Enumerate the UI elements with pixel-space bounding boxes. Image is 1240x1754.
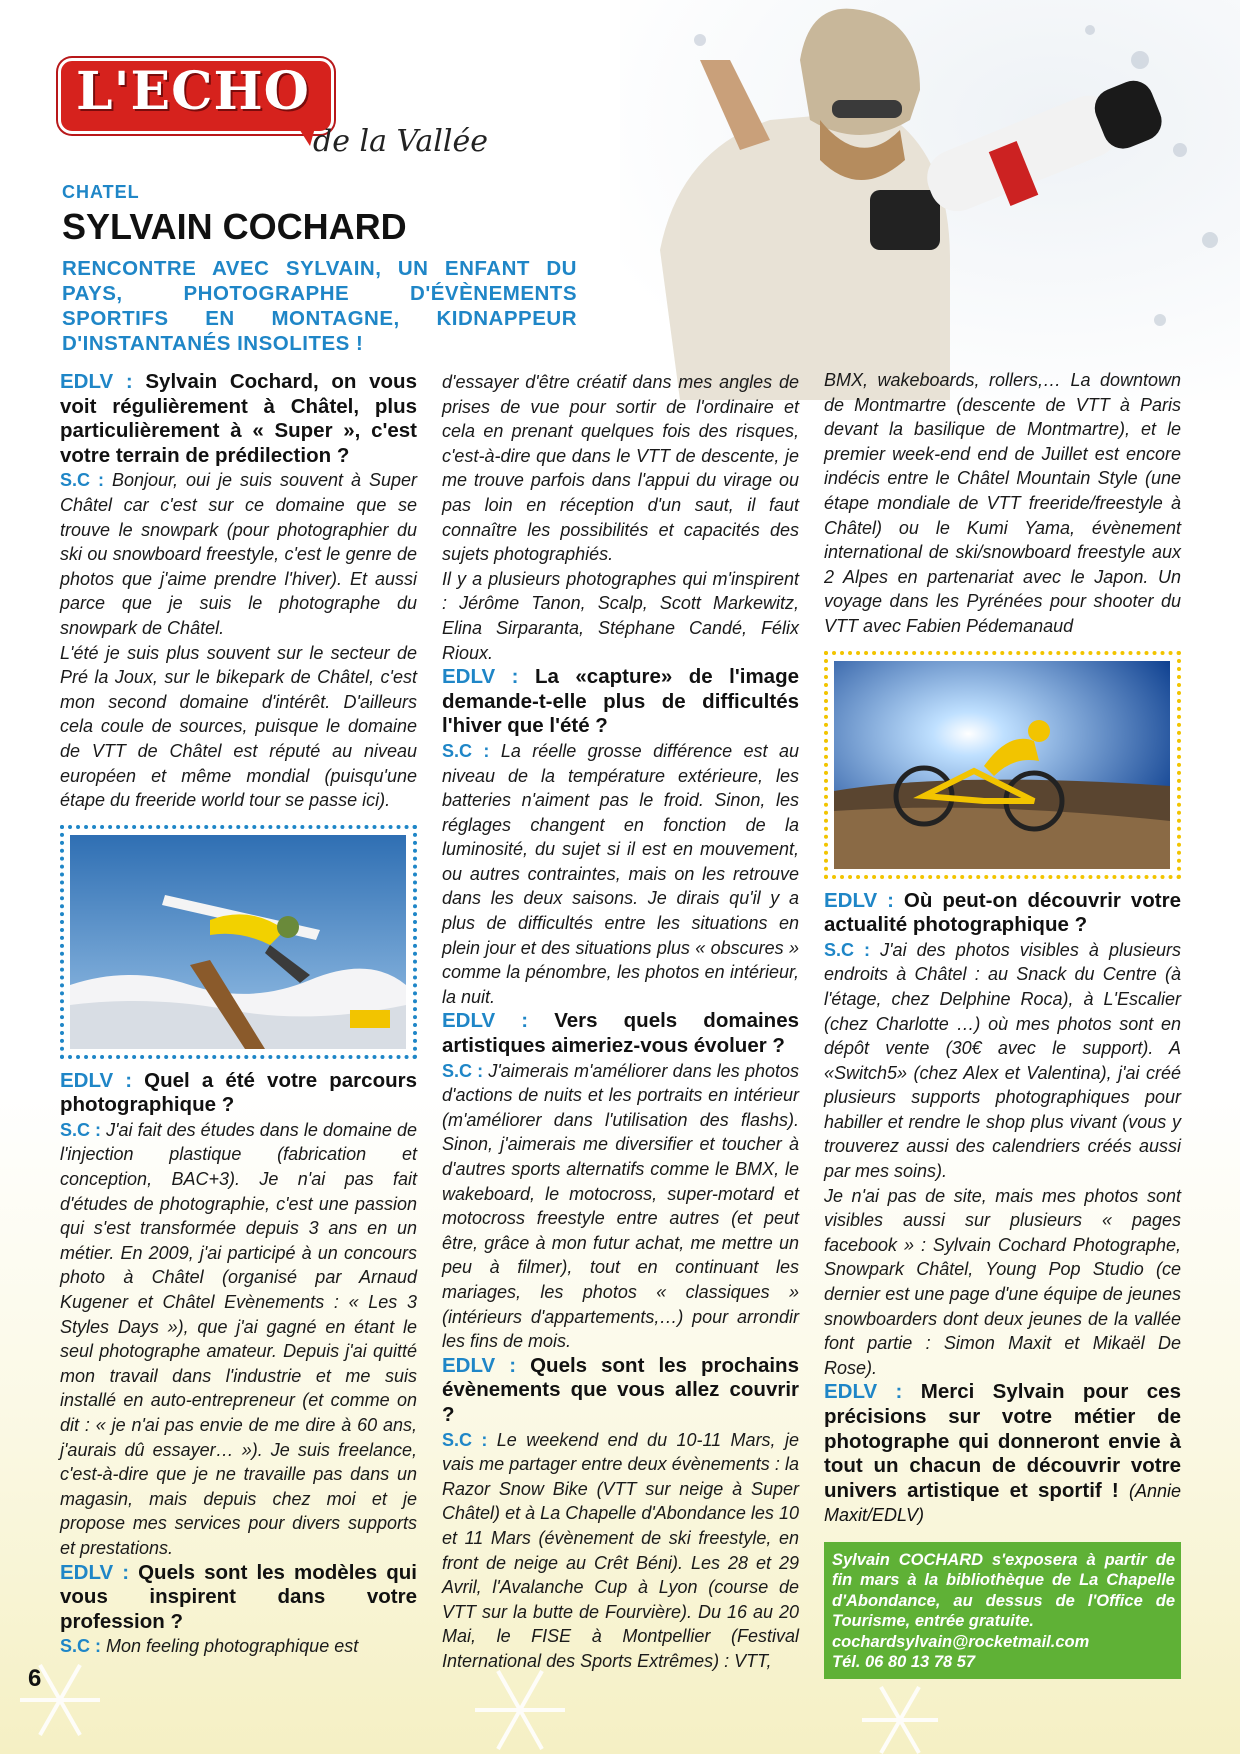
answer-text: Bonjour, oui je suis souvent à Super Châtel car c'est sur ce domaine que se trouve le snowpark (pour photographier du ski ou snowboard freestyle, c'est le genre de photos que j'aime prendre l'hiver). Et aussi parce que je suis le photographe du snowpark de Châtel. bbox=[60, 470, 417, 638]
edlv-tag: EDLV : bbox=[442, 1009, 529, 1033]
snowboard-photo bbox=[60, 825, 417, 1059]
text-column-1 bbox=[60, 370, 417, 1659]
closing-remark bbox=[824, 1380, 1181, 1528]
sc-tag: S.C : bbox=[60, 470, 104, 491]
question-7 bbox=[824, 889, 1181, 938]
answer-6 bbox=[442, 1428, 799, 1674]
edlv-tag: EDLV : bbox=[824, 1380, 903, 1404]
edlv-tag: EDLV : bbox=[442, 1353, 517, 1377]
question-6 bbox=[442, 1354, 799, 1428]
magazine-logo bbox=[58, 58, 489, 159]
question-2 bbox=[60, 1069, 417, 1118]
answer-1 bbox=[60, 468, 417, 640]
edlv-tag: EDLV : bbox=[824, 888, 894, 912]
mountain-biker-image bbox=[834, 661, 1170, 869]
edlv-tag: EDLV : bbox=[60, 1068, 133, 1092]
sc-tag: S.C : bbox=[824, 939, 871, 960]
question-text: Quels sont les modèles qui vous inspirent dans votre profession ? bbox=[60, 1560, 417, 1633]
sc-tag: S.C : bbox=[442, 740, 490, 761]
article-location: CHATEL bbox=[62, 182, 140, 202]
answer-text: J'ai des photos visibles à plusieurs endroits à Châtel : au Snack du Centre (à l'étage, chez Delphine Roca), à L'Escalier (chez Charlotte …) où mes photos sont en dépôt vente (30€ avec le support). A «Switch5» (chez Alex et Valentina), j'ai créé plusieurs supports photographiques pour habiller et rendre le shop plus vivant (vous y trouverez aussi des calendriers créés aussi par mes soins). bbox=[824, 939, 1181, 1182]
logo-subtitle: de la Vallée bbox=[313, 124, 489, 159]
exhibition-text: Sylvain COCHARD s'exposera à partir de fin mars à la bibliothèque de La Chapelle d'Abondance, au dessus de l'Office de Tourisme, entrée gratuite. bbox=[832, 1550, 1175, 1631]
answer-2 bbox=[60, 1118, 417, 1561]
article-credit: (Annie Maxit/EDLV) bbox=[824, 1480, 1181, 1526]
snowflake-decoration bbox=[0, 1640, 1240, 1754]
edlv-tag: EDLV : bbox=[442, 665, 519, 689]
question-4 bbox=[442, 665, 799, 739]
question-text: Sylvain Cochard, on vous voit régulièrement à Châtel, plus particulièrement à « Super », c'est votre terrain de prédilection ? bbox=[60, 370, 417, 467]
question-text: Quel a été votre parcours photographique ? bbox=[60, 1068, 417, 1117]
question-text: La «capture» de l'image demande-t-elle plus de difficultés l'hiver que l'été ? bbox=[442, 665, 799, 738]
answer-text: Mon feeling photographique est bbox=[106, 1636, 359, 1657]
answer-text: J'aimerais m'améliorer dans les photos d'actions de nuits et les portraits en intérieur (m'améliorer dans l'utilisation des flashs). Sinon, j'aimerais me diversifier et toucher à d'autres sports alternatifs comme le BMX, le wakeboard, le motocross, super-motard et motocross freestyle entre autres (et peut être, grâce à mon futur achat, me mettre un peu à filmer), tout en continuant les mariages, les photos « classiques » (intérieurs d'appartements,…) pour arrondir les fins de mois. bbox=[442, 1060, 799, 1352]
contact-email: cochardsylvain@rocketmail.com bbox=[832, 1632, 1090, 1651]
question-text: Où peut-on découvrir votre actualité photographique ? bbox=[824, 888, 1181, 937]
question-3 bbox=[60, 1561, 417, 1635]
article-title: SYLVAIN COCHARD bbox=[62, 206, 407, 247]
article-lead: RENCONTRE AVEC SYLVAIN, UN ENFANT DU PAYS, PHOTOGRAPHE D'ÉVÈNEMENTS SPORTIFS EN MONTAGNE, KIDNAPPEUR D'INSTANTANÉS INSOLITES ! bbox=[62, 257, 577, 355]
sc-tag: S.C : bbox=[442, 1429, 488, 1450]
question-1 bbox=[60, 370, 417, 468]
answer-3-photographers: Il y a plusieurs photographes qui m'inspirent : Jérôme Tanon, Scalp, Scott Markewitz, Elina Sirparanta, Stéphane Candé, Félix Rioux. bbox=[442, 568, 799, 663]
sc-tag: S.C : bbox=[60, 1636, 102, 1657]
edlv-tag: EDLV : bbox=[60, 370, 133, 393]
question-text: Vers quels domaines artistiques aimeriez-vous évoluer ? bbox=[442, 1009, 799, 1058]
photographer-hero-photo bbox=[620, 0, 1240, 400]
text-column-2 bbox=[442, 370, 799, 1673]
answer-7 bbox=[824, 938, 1181, 1184]
closing-text: Merci Sylvain pour ces précisions sur votre métier de photographe qui donneront envie à tout un chacun de découvrir votre univers artistique et sportif ! bbox=[824, 1380, 1181, 1502]
question-text: Quels sont les prochains évènements que vous allez couvrir ? bbox=[442, 1353, 799, 1426]
sc-tag: S.C : bbox=[60, 1119, 102, 1140]
answer-3-continued: d'essayer d'être créatif dans mes angles de prises de vue pour sortir de l'ordinaire et cela en prenant quelques fois des risques, c'est-à-dire que dans le VTT de descente, je me trouve parfois dans l'appui du virage ou pas loin en réception d'un saut, il faut connaître les possibilités et capacités des sujets photographiés. bbox=[442, 372, 799, 565]
text-column-3 bbox=[824, 368, 1181, 1679]
logo-title: L'ECHO bbox=[76, 61, 310, 122]
question-5 bbox=[442, 1009, 799, 1058]
answer-text: La réelle grosse différence est au niveau de la température extérieure, les batteries n'aiment pas le froid. Sinon, les réglages changent en fonction de la luminosité, du sujet si il est en mouvement, ou autres contraintes, mais on les retrouve dans les deux saisons. Je dirais qu'il y a plus de difficultés entre les situations en plein jour et des situations plus « obscures » comme la pénombre, les photos en intérieur, la nuit. bbox=[442, 740, 799, 1007]
edlv-tag: EDLV : bbox=[60, 1560, 130, 1584]
answer-6-continued: BMX, wakeboards, rollers,… La downtown de Montmartre (descente de VTT à Paris devant la basilique de Montmartre), et le premier week-end end de Juillet est encore indécis entre le Châtel Mountain Style (une étape mondiale de VTT freeride/freestyle à Châtel) ou le Kumi Yama, évènement international de ski/snowboard freestyle aux 2 Alpes en partenariat avec le Japon. Un voyage dans les Pyrénées pour shooter du VTT avec Fabien Pédemanaud bbox=[824, 370, 1181, 636]
answer-text: J'ai fait des études dans le domaine de l'injection plastique (fabrication et conception, BAC+3). Je n'ai pas fait d'études de photographie, c'est une passion qui s'est transformée depuis 3 ans en un métier. En 2009, j'ai participé à un concours photo à Châtel (organisé par Arnaud Kugener et Châtel Evènements : « Les 3 Styles Days »), que j'ai gagné en étant le seul photographe amateur. Depuis j'ai quitté mon travail dans l'industrie et me suis installé en auto-entrepreneur (et comme on dit : « je n'ai pas envie de me dire à 60 ans, j'aurais dû essayer… »). Je suis freelance, c'est-à-dire que je ne travaille pas dans un magasin, mais depuis chez moi et je propose mes services pour divers supports et prestations. bbox=[60, 1119, 417, 1558]
snowboarder-image bbox=[70, 835, 406, 1049]
answer-4 bbox=[442, 739, 799, 1010]
mountain-bike-photo bbox=[824, 651, 1181, 879]
sc-tag: S.C : bbox=[442, 1060, 484, 1081]
answer-text: Le weekend end du 10-11 Mars, je vais me partager entre deux évènements : la Razor Snow Bike (VTT sur neige à Super Châtel) et à La Chapelle d'Abondance les 10 et 11 Mars (évènement de ski freestyle, en front de neige au Crêt Béni). Les 28 et 29 Avril, l'Avalanche Cup à Lyon (course de VTT sur la butte de Fourvière). Du 16 au 20 Mai, le FISE à Montpellier (Festival International des Sports Extrêmes) : VTT, bbox=[442, 1429, 799, 1671]
contact-phone: Tél. 06 80 13 78 57 bbox=[832, 1653, 976, 1672]
answer-5 bbox=[442, 1059, 799, 1354]
answer-7-continued: Je n'ai pas de site, mais mes photos sont visibles aussi sur plusieurs « pages facebook » : Sylvain Cochard Photographe, Snowpark Châtel, Young Pop Studio (ce dernier est une page d'une équipe de jeunes snowboarders dont deux jeunes de la vallée font partie : Simon Maxit et Mikaël De Rose). bbox=[824, 1185, 1181, 1378]
page-number: 6 bbox=[28, 1665, 42, 1692]
answer-1-continued: L'été je suis plus souvent sur le secteur de Pré la Joux, sur le bikepark de Châtel, c'est mon second domaine d'intérêt. D'ailleurs cela coule de sources, puisque le domaine de VTT de Châtel est réputé au niveau européen et même mondial (puisqu'une étape du freeride world tour se passe ici). bbox=[60, 642, 417, 811]
